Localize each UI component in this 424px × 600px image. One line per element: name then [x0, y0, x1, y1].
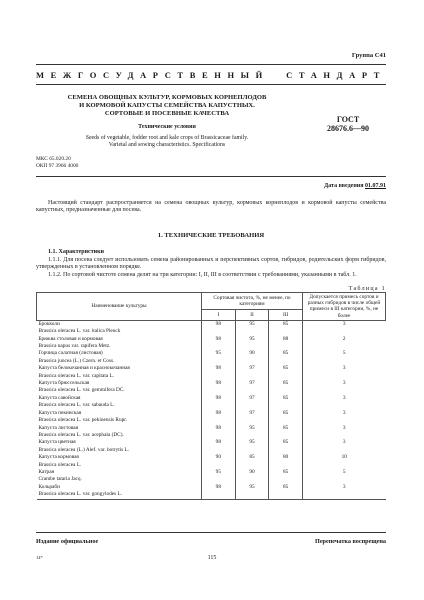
purity-cat-1: 98: [202, 484, 236, 491]
print-mark: 14*: [36, 555, 43, 560]
empty-cell: [303, 432, 386, 439]
crop-name-ru: Кольраби: [37, 484, 202, 491]
purity-cat-2: 95: [235, 425, 269, 432]
seed-purity-table: [36, 292, 386, 500]
empty-cell: [202, 432, 236, 439]
purity-cat-2: 90: [235, 469, 269, 476]
table-row: [37, 439, 386, 446]
footer-reprint: Перепечатка воспрещена: [315, 538, 386, 545]
purity-cat-1: 90: [202, 454, 236, 461]
empty-cell: [269, 447, 303, 454]
admixture-value: 3: [342, 365, 346, 372]
purity-cat-1: 98: [202, 320, 236, 328]
intro-date-label: Дата введения: [324, 183, 364, 189]
purity-cat-3: 85: [269, 365, 303, 372]
english-title: [36, 135, 298, 149]
table-row-latin: [37, 373, 386, 380]
crop-name-ru: Брюква столовая и кормовая: [37, 336, 202, 343]
intro-date-value: 01.07.91: [365, 183, 386, 189]
document-subtitle: Технические условия: [138, 124, 196, 130]
empty-cell: [269, 402, 303, 409]
table-row: [37, 350, 386, 357]
col-header-cat-1: I: [202, 310, 236, 320]
purity-cat-1: 98: [202, 439, 236, 446]
empty-cell: [269, 328, 303, 335]
admixture-value: 3: [342, 320, 346, 327]
purity-cat-1: 98: [202, 336, 236, 343]
crop-name-latin: Brassica oleracea L. var. pekinensis Rupr.: [37, 417, 202, 424]
purity-cat-2: 95: [235, 320, 269, 328]
crop-name-latin: Brassica oleracea L. var. acephala (DC).: [37, 432, 202, 439]
purity-cat-3: 85: [269, 320, 303, 328]
empty-cell: [235, 358, 269, 365]
okp-code: ОКП 97 3966 4000: [36, 163, 79, 169]
empty-cell: [202, 476, 236, 483]
header-right: СТАНДАРТ: [286, 70, 386, 80]
header-left: МЕЖГОСУДАРСТВЕННЫЙ: [36, 70, 269, 80]
crop-name-ru: Капуста цветная: [37, 439, 202, 446]
purity-cat-2: 97: [235, 380, 269, 387]
english-title-line-2: Varietal and sowing characteristics. Specifications: [108, 142, 226, 149]
group-label: Группа С41: [351, 52, 386, 59]
empty-cell: [235, 432, 269, 439]
crop-name-latin: Brassica oleracea L. var. sabauda L.: [37, 402, 202, 409]
col-header-cat-2: II: [235, 310, 269, 320]
table-row-latin: [37, 402, 386, 409]
empty-cell: [269, 432, 303, 439]
table-caption: Таблица 1: [348, 286, 386, 292]
empty-cell: [235, 447, 269, 454]
empty-cell: [202, 447, 236, 454]
col-header-admixture: Допускается примесь сортов и разных гибридов в числе общей примеси в III категории, %, не более: [303, 293, 386, 321]
empty-cell: [303, 402, 386, 409]
empty-cell: [202, 343, 236, 350]
crop-name-ru: Капуста кормовая: [37, 454, 202, 461]
crop-name-latin: Brassica oleracea L.: [37, 462, 202, 469]
purity-cat-2: 85: [235, 454, 269, 461]
col-header-purity: Сортовая чистота, %, не менее, по категориям: [202, 293, 303, 310]
empty-cell: [202, 491, 236, 499]
purity-cat-3: 85: [269, 395, 303, 402]
intro-date: [324, 183, 386, 189]
empty-cell: [303, 447, 386, 454]
crop-name-latin: Brassica oleracea (L.) Alef. var. botrytis L.: [37, 447, 202, 454]
admixture-value: 5: [342, 350, 346, 357]
admixture-value: 3: [342, 439, 346, 446]
purity-cat-3: 85: [269, 350, 303, 357]
table-row: [37, 336, 386, 343]
title-line-2: И КОРМОВОЙ КАПУСТЫ СЕМЕЙСТВА КАПУСТНЫХ.: [79, 102, 255, 110]
purity-cat-2: 90: [235, 350, 269, 357]
table-row-latin: [37, 328, 386, 335]
purity-cat-3: 85: [269, 484, 303, 491]
purity-cat-1: 95: [202, 350, 236, 357]
purity-cat-2: 97: [235, 365, 269, 372]
empty-cell: [235, 343, 269, 350]
table-row: [37, 320, 386, 328]
empty-cell: [235, 387, 269, 394]
purity-cat-2: 97: [235, 410, 269, 417]
empty-cell: [202, 328, 236, 335]
table-row: [37, 410, 386, 417]
table-row-latin: [37, 462, 386, 469]
footer-rule: [36, 532, 386, 533]
purity-cat-3: 85: [269, 469, 303, 476]
header-line: [36, 70, 386, 80]
admixture-value: 2: [342, 335, 346, 342]
classification-codes: [36, 156, 78, 170]
admixture-value: 3: [342, 424, 346, 431]
scope-paragraph: Настоящий стандарт распространяется на семена овощных культур, кормовых корнеплодов и кормовой капусты семейства капустных, предназначенные для посева.: [36, 200, 386, 214]
purity-cat-3: 88: [269, 336, 303, 343]
empty-cell: [202, 462, 236, 469]
table-row: [37, 469, 386, 476]
purity-cat-3: 85: [269, 439, 303, 446]
purity-cat-1: 98: [202, 395, 236, 402]
admixture-value: 5: [342, 468, 346, 475]
gost-label: ГОСТ: [336, 115, 360, 124]
crop-name-latin: Brassica oleracea L. var. italica Plenck: [37, 328, 202, 335]
purity-cat-1: 98: [202, 410, 236, 417]
crop-name-latin: Brassica oleracea L. var. gongylodes L.: [37, 491, 202, 499]
purity-cat-3: 85: [269, 425, 303, 432]
paragraph-1-1-2: 1.1.2. По сортовой чистоте семена делят на три категории: I, II, III в соответствии с требованиями, указанными в табл. 1.: [48, 272, 357, 278]
subsection-title: 1.1. Характеристики: [48, 249, 105, 255]
crop-name-ru: Капуста пекинская: [37, 410, 202, 417]
empty-cell: [269, 387, 303, 394]
empty-cell: [235, 417, 269, 424]
purity-cat-3: 85: [269, 380, 303, 387]
purity-cat-1: 95: [202, 469, 236, 476]
crop-name-latin: Brassica napus var. rapifera Metz.: [37, 343, 202, 350]
empty-cell: [269, 343, 303, 350]
empty-cell: [269, 417, 303, 424]
empty-cell: [303, 358, 386, 365]
empty-cell: [202, 358, 236, 365]
table-row-latin: [37, 387, 386, 394]
empty-cell: [202, 387, 236, 394]
table-row: [37, 425, 386, 432]
empty-cell: [269, 491, 303, 499]
crop-name-ru: Капуста листовая: [37, 425, 202, 432]
empty-cell: [303, 328, 386, 335]
english-title-line-1: Seeds of vegetable, fodder root and kale crops of Brassicaceae family.: [85, 135, 249, 141]
title-line-3: СОРТОВЫЕ И ПОСЕВНЫЕ КАЧЕСТВА: [104, 110, 230, 118]
empty-cell: [269, 462, 303, 469]
header-rule-top: [36, 64, 386, 65]
admixture-value: 3: [342, 409, 346, 416]
crop-name-ru: Брокколи: [37, 320, 202, 328]
crop-name-ru: Катран: [37, 469, 202, 476]
crop-name-latin: Brassica oleracea L. var. gemmifera DC.: [37, 387, 202, 394]
empty-cell: [202, 417, 236, 424]
empty-cell: [303, 462, 386, 469]
crop-name-ru: Капуста белокочанная и краснокочанная: [37, 365, 202, 372]
crop-name-ru: Капуста савойская: [37, 395, 202, 402]
document-title: [36, 94, 298, 119]
purity-cat-3: 85: [269, 410, 303, 417]
empty-cell: [202, 402, 236, 409]
empty-cell: [303, 343, 386, 350]
empty-cell: [269, 358, 303, 365]
purity-cat-2: 95: [235, 439, 269, 446]
title-line-1: СЕМЕНА ОВОЩНЫХ КУЛЬТУР, КОРМОВЫХ КОРНЕПЛОДОВ: [67, 94, 267, 101]
empty-cell: [235, 476, 269, 483]
purity-cat-3: 80: [269, 454, 303, 461]
empty-cell: [235, 462, 269, 469]
empty-cell: [235, 491, 269, 499]
col-header-cat-3: III: [269, 310, 303, 320]
crop-name-ru: Горчица салатная (листовая): [37, 350, 202, 357]
empty-cell: [235, 373, 269, 380]
table-row-latin: [37, 491, 386, 499]
mks-code: МКС 65.020.20: [36, 156, 71, 162]
table-row-latin: [37, 417, 386, 424]
paragraph-1-1-1: 1.1.1. Для посева следует использовать семена районированных и перспективных сортов, гибридов, родительских форм гибридов, утвержденных в установленном порядке.: [36, 257, 386, 271]
crop-name-ru: Капуста брюссельская: [37, 380, 202, 387]
empty-cell: [269, 476, 303, 483]
crop-name-latin: Crambe tataria Jacq.: [37, 476, 202, 483]
purity-cat-1: 98: [202, 380, 236, 387]
admixture-value: 3: [342, 380, 346, 387]
purity-cat-2: 97: [235, 395, 269, 402]
header-rule-bottom: [36, 84, 386, 85]
empty-cell: [269, 373, 303, 380]
table-row: [37, 454, 386, 461]
section-title: 1. ТЕХНИЧЕСКИЕ ТРЕБОВАНИЯ: [157, 232, 265, 239]
page-number: 115: [207, 555, 217, 561]
gost-designation: [308, 115, 388, 133]
empty-cell: [235, 402, 269, 409]
gost-number: 28676.6—90: [327, 124, 369, 133]
table-row-latin: [37, 432, 386, 439]
col-header-name: Наименование культуры: [37, 293, 202, 321]
table-body: [37, 320, 386, 499]
admixture-value: 10: [341, 454, 347, 461]
footer-official: Издание официальное: [36, 538, 99, 545]
admixture-value: 3: [342, 483, 346, 490]
purity-cat-2: 95: [235, 484, 269, 491]
crop-name-latin: Brassica oleracea L. var. capitata L.: [37, 373, 202, 380]
table-row: [37, 365, 386, 372]
empty-cell: [303, 491, 386, 499]
empty-cell: [303, 387, 386, 394]
empty-cell: [235, 328, 269, 335]
table-row-latin: [37, 476, 386, 483]
admixture-value: 3: [342, 394, 346, 401]
purity-cat-2: 95: [235, 336, 269, 343]
codes-rule: [36, 176, 386, 177]
empty-cell: [303, 417, 386, 424]
empty-cell: [303, 476, 386, 483]
table-row-latin: [37, 447, 386, 454]
table-row: [37, 395, 386, 402]
empty-cell: [202, 373, 236, 380]
crop-name-latin: Brassica juncea (L.) Czern. et Coss.: [37, 358, 202, 365]
purity-cat-1: 98: [202, 425, 236, 432]
empty-cell: [303, 373, 386, 380]
table-row: [37, 484, 386, 491]
purity-cat-1: 98: [202, 365, 236, 372]
